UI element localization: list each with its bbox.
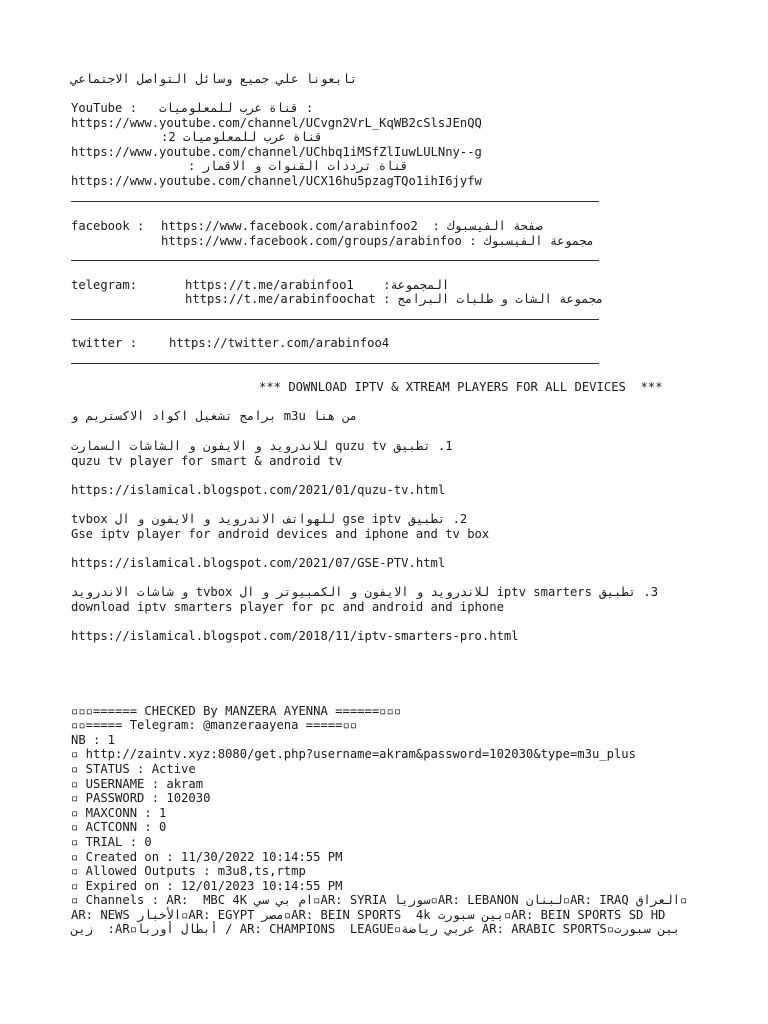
telegram-group-url[interactable]: https://t.me/arabinfoo1 [185, 278, 354, 292]
facebook-page-line [161, 219, 543, 234]
item1-title: 1. تطبيق quzu tv للاندرويد و الايفون و الشاشات السمارت [71, 439, 453, 453]
username-line: ▫ USERNAME : akram [71, 777, 204, 791]
item1-description: quzu tv player for smart & android tv [71, 454, 343, 468]
item1-url[interactable]: https://islamical.blogspot.com/2021/01/quzu-tv.html [71, 483, 446, 497]
twitter-url[interactable]: https://twitter.com/arabinfoo4 [169, 336, 390, 350]
telegram-group-name: المجموعة: [383, 278, 450, 292]
channels-line-1: ▫ Channels : AR: MBC 4K ام بي سي▫AR: SYRIA سوريا▫AR: LEBANON لبنان▫AR: IRAQ العراق▫ [71, 893, 688, 907]
youtube-channel1-name: قناة عرب للمعلوميات : [159, 101, 314, 115]
telegram-banner: ▫▫===== Telegram: @manzeraayena =====▫▫ [71, 718, 358, 732]
download-heading: *** DOWNLOAD IPTV & XTREAM PLAYERS FOR ALL DEVICES *** [259, 380, 663, 394]
facebook-group-line [161, 234, 594, 249]
created-line: ▫ Created on : 11/30/2022 10:14:55 PM [71, 850, 343, 864]
channels-line-3: بين سبورت▫AR: ARABIC SPORTS عربي رياضة▫AR: CHAMPIONS LEAGUE / أبطال أوربا▫AR: زين [71, 922, 681, 936]
nb-line: NB : 1 [71, 733, 116, 747]
item3-url[interactable]: https://islamical.blogspot.com/2018/11/iptv-smarters-pro.html [71, 629, 519, 643]
item2-url[interactable]: https://islamical.blogspot.com/2021/07/GSE-PTV.html [71, 556, 446, 570]
item2-title: 2. تطبيق gse iptv للهواتف الاندرويد و الايفون و ال tvbox [71, 512, 468, 526]
youtube-channel2-url[interactable]: https://www.youtube.com/channel/UChbq1iMSfZlIuwLULNny--g [71, 145, 482, 159]
item3-title: 3. تطبيق iptv smarters للاندرويد و الايفون و الكمبيوتر و ال tvbox و شاشات الاندرويد [71, 585, 659, 599]
facebook-page-url[interactable]: https://www.facebook.com/arabinfoo2 [161, 219, 418, 233]
item3-description: download iptv smarters player for pc and android and iphone [71, 600, 504, 614]
maxconn-line: ▫ MAXCONN : 1 [71, 806, 167, 820]
youtube-channel1-url[interactable]: https://www.youtube.com/channel/UCvgn2VrL_KqWB2cSlsJEnQQ [71, 116, 482, 130]
playlist-url[interactable]: ▫ http://zaintv.xyz:8080/get.php?username=akram&password=102030&type=m3u_plus [71, 747, 636, 761]
youtube-channel3-url[interactable]: https://www.youtube.com/channel/UCX16hu5pzagTQo1ihI6jyfw [71, 174, 482, 188]
outputs-line: ▫ Allowed Outputs : m3u8,ts,rtmp [71, 864, 306, 878]
actconn-line: ▫ ACTCONN : 0 [71, 820, 167, 834]
expired-line: ▫ Expired on : 12/01/2023 10:14:55 PM [71, 879, 343, 893]
divider [71, 201, 599, 202]
facebook-label: facebook : [71, 219, 145, 233]
youtube-channel1-line [71, 101, 313, 116]
item2-description: Gse iptv player for android devices and iphone and tv box [71, 527, 490, 541]
youtube-channel3-name: قناة ترددات القنوات و الاقمار : [188, 159, 409, 173]
facebook-group-name: مجموعة الفيسبوك : [469, 234, 594, 248]
follow-us-heading: تابعونا علي جميع وسائل التواصل الاجتماعي [71, 72, 358, 86]
telegram-chat-name: مجموعة الشات و طلبات البرامج : [383, 292, 604, 306]
facebook-page-name: صفحة الفيسبوك : [432, 219, 543, 233]
divider [71, 319, 599, 320]
checked-by-banner: ▫▫▫====== CHECKED By MANZERA AYENNA ======▫▫▫ [71, 704, 402, 718]
telegram-group-line [185, 278, 449, 293]
telegram-chat-line [185, 292, 603, 307]
twitter-label: twitter : [71, 336, 138, 350]
divider [71, 363, 599, 364]
telegram-label: telegram: [71, 278, 138, 292]
status-line: ▫ STATUS : Active [71, 762, 196, 776]
download-intro: من هنا m3u برامج تشغيل اكواد الاكستريم و [71, 409, 358, 423]
password-line: ▫ PASSWORD : 102030 [71, 791, 211, 805]
channels-line-2: AR: NEWS الأخبار▫AR: EGYPT مصر▫AR: BEIN SPORTS 4k بين سبورت▫AR: BEIN SPORTS SD HD [71, 908, 666, 922]
telegram-chat-url[interactable]: https://t.me/arabinfoochat [185, 292, 376, 306]
youtube-label: YouTube : [71, 101, 138, 115]
youtube-channel2-name: قناة عرب للمعلوميات 2: [161, 130, 323, 144]
divider [71, 260, 599, 261]
trial-line: ▫ TRIAL : 0 [71, 835, 152, 849]
facebook-group-url[interactable]: https://www.facebook.com/groups/arabinfoo [161, 234, 462, 248]
